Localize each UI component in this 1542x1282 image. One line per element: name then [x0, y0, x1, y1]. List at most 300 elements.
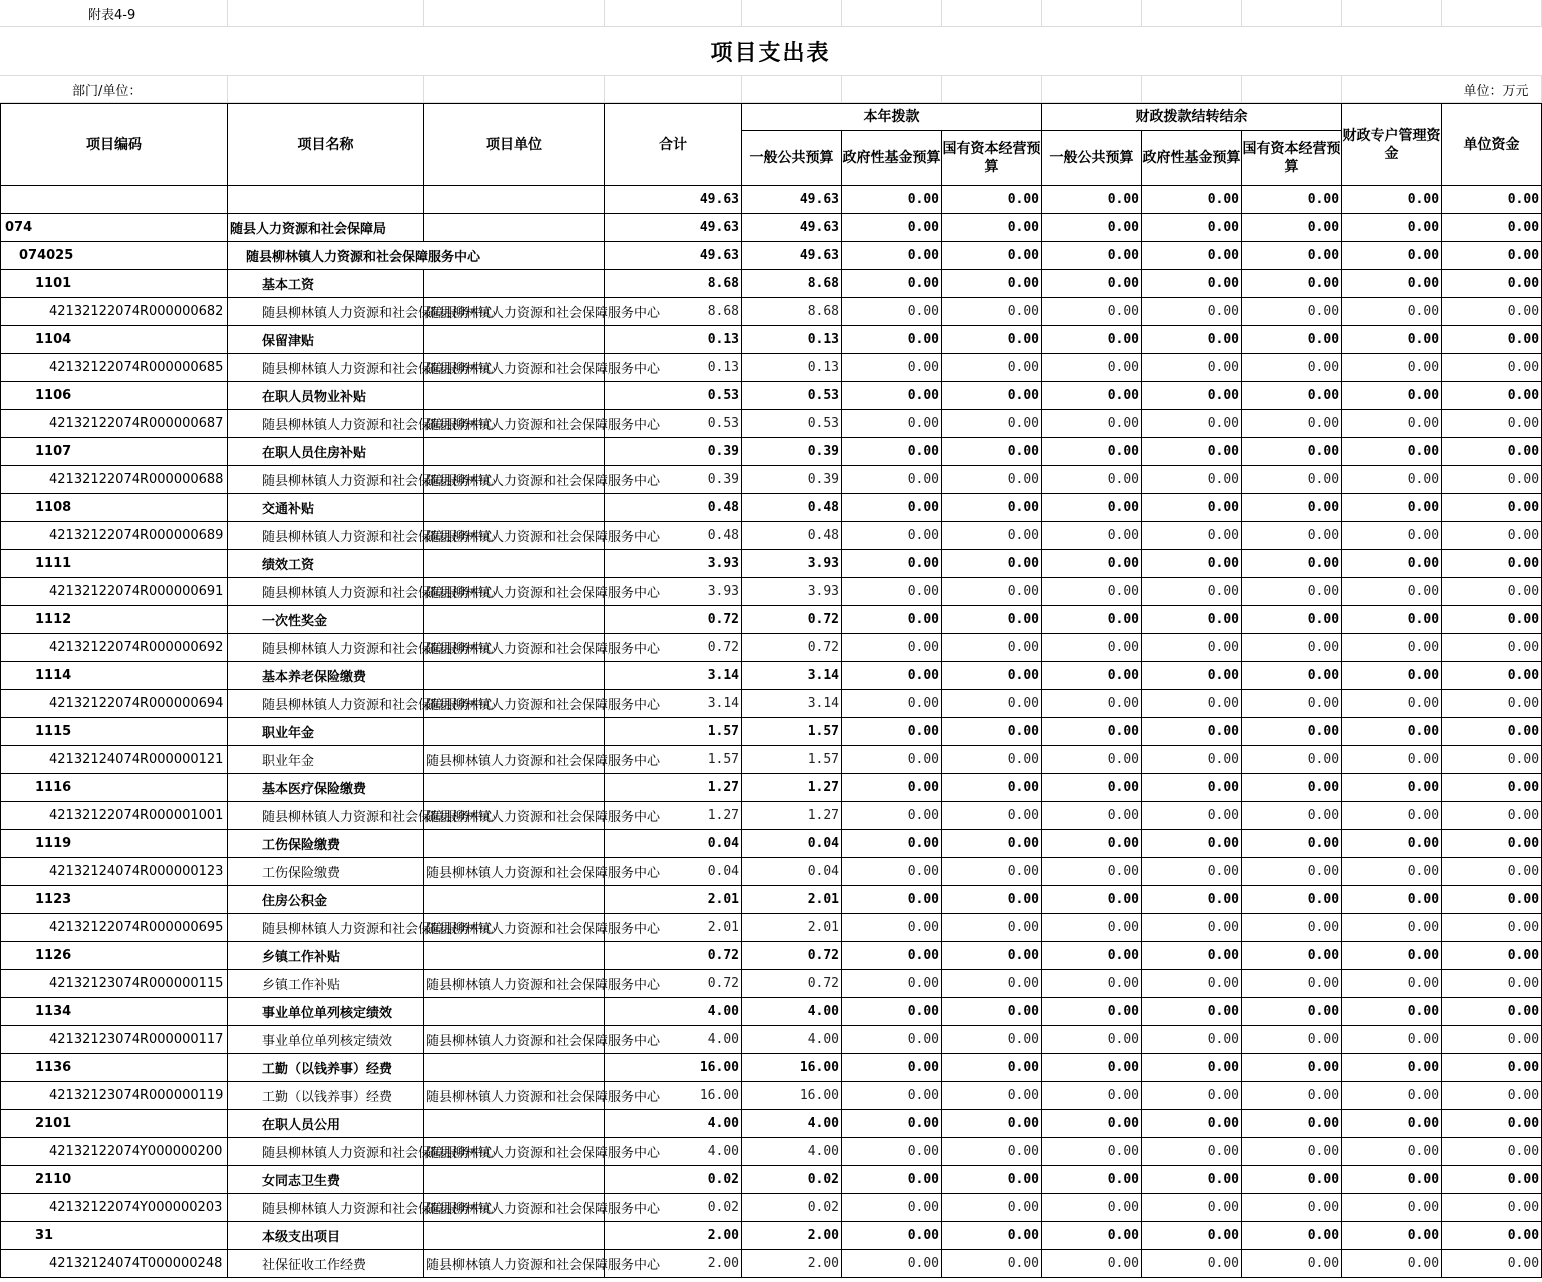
- cell-amount: 0.00: [1242, 382, 1342, 410]
- page-title: 项目支出表: [0, 27, 1541, 76]
- cell-amount: 3.93: [605, 578, 742, 606]
- cell-amount: 0.00: [1142, 1026, 1242, 1054]
- cell-amount: 0.00: [842, 998, 942, 1026]
- cell-amount: 0.13: [742, 354, 842, 382]
- cell-amount: 0.00: [1042, 774, 1142, 802]
- cell-amount: 0.72: [742, 634, 842, 662]
- cell-amount: 3.93: [742, 550, 842, 578]
- cell-amount: 0.00: [1042, 1054, 1142, 1082]
- cell-amount: 4.00: [742, 1110, 842, 1138]
- cell-amount: 0.00: [1042, 242, 1142, 270]
- cell-amount: 0.00: [1442, 578, 1542, 606]
- cell-amount: 1.27: [742, 774, 842, 802]
- cell-unit: 随县柳林镇人力资源和社会保障服务中心: [424, 914, 605, 942]
- cell-amount: 0.00: [1442, 1250, 1542, 1278]
- cell-name: 乡镇工作补贴: [228, 942, 424, 970]
- cell-amount: 0.00: [942, 1110, 1042, 1138]
- cell-amount: 0.00: [1042, 1026, 1142, 1054]
- cell-amount: 0.00: [842, 886, 942, 914]
- cell-amount: 0.00: [1042, 802, 1142, 830]
- cell-code: 42132124074R000000123: [1, 858, 228, 886]
- cell-amount: 0.00: [1342, 830, 1442, 858]
- table-row: [1, 466, 1542, 494]
- cell-amount: 0.00: [1042, 550, 1142, 578]
- cell-amount: 0.00: [942, 522, 1042, 550]
- cell-amount: 0.00: [1042, 1110, 1142, 1138]
- cell-amount: 0.53: [605, 410, 742, 438]
- table-row: [1, 410, 1542, 438]
- cell-amount: 0.00: [1142, 522, 1242, 550]
- cell-amount: 0.48: [605, 494, 742, 522]
- cell-amount: 0.00: [1242, 550, 1342, 578]
- cell-code: 1106: [1, 382, 228, 410]
- cell-amount: 0.00: [1242, 1082, 1342, 1110]
- cell-amount: 0.00: [842, 690, 942, 718]
- cell-code: 1114: [1, 662, 228, 690]
- cell-amount: 0.00: [1442, 1082, 1542, 1110]
- cell-amount: 0.00: [942, 802, 1042, 830]
- cell-amount: 16.00: [742, 1054, 842, 1082]
- cell-amount: 0.48: [742, 522, 842, 550]
- cell-name: 社保征收工作经费: [228, 1250, 424, 1278]
- cell-amount: 4.00: [605, 998, 742, 1026]
- header-special-fund: 财政专户管理资金: [1342, 104, 1442, 186]
- cell-amount: 0.00: [1142, 1166, 1242, 1194]
- cell-name: 乡镇工作补贴: [228, 970, 424, 998]
- table-body: [1, 186, 1542, 1278]
- cell-amount: 0.00: [842, 1138, 942, 1166]
- cell-amount: 0.00: [1242, 942, 1342, 970]
- cell-name: 工勤（以钱养事）经费: [228, 1054, 424, 1082]
- table-row: [1, 858, 1542, 886]
- cell-amount: 0.00: [842, 1166, 942, 1194]
- cell-amount: 0.00: [1342, 1082, 1442, 1110]
- cell-amount: 0.00: [1342, 774, 1442, 802]
- cell-amount: 0.00: [1042, 886, 1142, 914]
- cell-amount: 0.00: [1142, 998, 1242, 1026]
- cell-amount: 0.00: [1242, 886, 1342, 914]
- cell-amount: 0.00: [1442, 1194, 1542, 1222]
- cell-amount: 0.00: [1142, 1082, 1242, 1110]
- cell-unit: 随县柳林镇人力资源和社会保障服务中心: [424, 354, 605, 382]
- cell-unit: [424, 382, 605, 410]
- cell-amount: 0.00: [1442, 382, 1542, 410]
- cell-amount: 0.00: [1042, 466, 1142, 494]
- table-row: [1, 326, 1542, 354]
- cell-code: 074: [1, 214, 228, 242]
- cell-amount: 0.00: [842, 354, 942, 382]
- cell-code: 42132122074R000000695: [1, 914, 228, 942]
- cell-amount: 0.72: [742, 942, 842, 970]
- cell-amount: 0.00: [842, 326, 942, 354]
- cell-amount: 0.00: [842, 1110, 942, 1138]
- cell-amount: 8.68: [605, 270, 742, 298]
- cell-amount: 0.00: [942, 970, 1042, 998]
- cell-amount: 2.01: [742, 914, 842, 942]
- cell-unit: 随县柳林镇人力资源和社会保障服务中心: [424, 522, 605, 550]
- cell-amount: 0.00: [1342, 438, 1442, 466]
- cell-amount: 2.01: [742, 886, 842, 914]
- cell-amount: 0.00: [1442, 662, 1542, 690]
- sheet-top: [0, 0, 1542, 103]
- cell-amount: 0.00: [942, 690, 1042, 718]
- cell-amount: 0.00: [842, 438, 942, 466]
- cell-name: 保留津贴: [228, 326, 424, 354]
- cell-amount: 0.00: [842, 186, 942, 214]
- cell-amount: 49.63: [605, 214, 742, 242]
- cell-amount: 0.00: [1042, 382, 1142, 410]
- cell-amount: 0.00: [1342, 746, 1442, 774]
- cell-amount: 0.00: [1042, 746, 1142, 774]
- cell-amount: 0.00: [1142, 858, 1242, 886]
- table-row: [1, 690, 1542, 718]
- cell-code: 42132122074R000000682: [1, 298, 228, 326]
- cell-amount: 0.00: [942, 1082, 1042, 1110]
- cell-unit: 随县柳林镇人力资源和社会保障服务中心: [424, 1250, 605, 1278]
- cell-name: 随县柳林镇人力资源和社会保障服务中心: [228, 578, 424, 606]
- cell-name: 女同志卫生费: [228, 1166, 424, 1194]
- cell-amount: 0.00: [1242, 746, 1342, 774]
- table-row: [1, 1194, 1542, 1222]
- cell-code: 1123: [1, 886, 228, 914]
- cell-amount: 0.00: [942, 746, 1042, 774]
- cell-amount: 0.00: [1042, 634, 1142, 662]
- cell-amount: 16.00: [605, 1082, 742, 1110]
- cell-amount: 0.00: [1142, 550, 1242, 578]
- cell-name: 事业单位单列核定绩效: [228, 998, 424, 1026]
- table-row: [1, 186, 1542, 214]
- cell-amount: 3.14: [605, 662, 742, 690]
- cell-name: 本级支出项目: [228, 1222, 424, 1250]
- cell-amount: 0.00: [1342, 298, 1442, 326]
- table-row: [1, 1054, 1542, 1082]
- cell-unit: [424, 270, 605, 298]
- cell-amount: 0.00: [1342, 1166, 1442, 1194]
- table-row: [1, 1166, 1542, 1194]
- cell-amount: 0.00: [1242, 186, 1342, 214]
- cell-amount: 0.00: [1042, 186, 1142, 214]
- cell-amount: 0.13: [605, 326, 742, 354]
- cell-amount: 0.00: [942, 830, 1042, 858]
- cell-unit: 随县柳林镇人力资源和社会保障服务中心: [424, 1026, 605, 1054]
- cell-amount: 0.00: [942, 270, 1042, 298]
- cell-amount: 0.00: [1042, 438, 1142, 466]
- cell-name: 事业单位单列核定绩效: [228, 1026, 424, 1054]
- cell-name: 随县柳林镇人力资源和社会保障服务中心: [228, 1138, 424, 1166]
- cell-code: 1108: [1, 494, 228, 522]
- cell-amount: 0.00: [1142, 1250, 1242, 1278]
- cell-amount: 0.00: [842, 578, 942, 606]
- table-row: [1, 1222, 1542, 1250]
- cell-amount: 0.00: [942, 1194, 1042, 1222]
- cell-amount: 0.00: [1342, 550, 1442, 578]
- header-general-budget: 一般公共预算: [742, 131, 842, 186]
- cell-amount: 0.48: [742, 494, 842, 522]
- cell-amount: 0.00: [842, 746, 942, 774]
- cell-amount: 0.00: [842, 1194, 942, 1222]
- cell-amount: 0.00: [1442, 970, 1542, 998]
- cell-name: 基本医疗保险缴费: [228, 774, 424, 802]
- header-state-capital: 国有资本经营预算: [942, 131, 1042, 186]
- cell-amount: 0.00: [1142, 634, 1242, 662]
- cell-amount: 0.00: [1442, 270, 1542, 298]
- cell-amount: 0.00: [1042, 942, 1142, 970]
- cell-amount: 0.00: [942, 634, 1042, 662]
- cell-amount: 3.93: [742, 578, 842, 606]
- cell-amount: 0.00: [842, 718, 942, 746]
- cell-amount: 0.39: [742, 466, 842, 494]
- cell-amount: 0.04: [605, 858, 742, 886]
- cell-unit: 随县柳林镇人力资源和社会保障服务中心: [424, 858, 605, 886]
- cell-amount: 0.00: [1242, 298, 1342, 326]
- cell-name: 住房公积金: [228, 886, 424, 914]
- table-row: [1, 662, 1542, 690]
- table-row: [1, 970, 1542, 998]
- cell-amount: 0.00: [942, 662, 1042, 690]
- cell-unit: 随县柳林镇人力资源和社会保障服务中心: [424, 410, 605, 438]
- cell-unit: [424, 830, 605, 858]
- cell-amount: 0.00: [1442, 494, 1542, 522]
- cell-amount: 0.00: [842, 1082, 942, 1110]
- cell-amount: 1.57: [605, 718, 742, 746]
- cell-amount: 0.53: [742, 382, 842, 410]
- cell-amount: 0.72: [605, 634, 742, 662]
- cell-amount: 0.00: [842, 410, 942, 438]
- cell-amount: 0.00: [1342, 802, 1442, 830]
- cell-unit: [424, 1110, 605, 1138]
- cell-amount: 0.00: [1342, 662, 1442, 690]
- cell-amount: 2.00: [742, 1250, 842, 1278]
- cell-amount: 0.00: [1242, 438, 1342, 466]
- cell-amount: 0.04: [742, 830, 842, 858]
- cell-amount: 0.00: [1042, 354, 1142, 382]
- table-row: [1, 270, 1542, 298]
- cell-amount: 0.00: [1142, 718, 1242, 746]
- cell-name: [228, 186, 424, 214]
- cell-amount: 0.00: [1042, 298, 1142, 326]
- cell-amount: 0.00: [942, 186, 1042, 214]
- cell-amount: 0.00: [942, 1166, 1042, 1194]
- table-row: [1, 550, 1542, 578]
- cell-amount: 0.00: [1442, 1138, 1542, 1166]
- cell-amount: 0.00: [1442, 718, 1542, 746]
- cell-amount: 0.00: [942, 466, 1042, 494]
- cell-name: 随县柳林镇人力资源和社会保障服务中心: [228, 242, 605, 270]
- cell-unit: [424, 606, 605, 634]
- cell-amount: 0.00: [1142, 662, 1242, 690]
- cell-amount: 0.04: [742, 858, 842, 886]
- cell-amount: 0.00: [1342, 606, 1442, 634]
- cell-amount: 0.00: [1042, 690, 1142, 718]
- cell-amount: 0.00: [942, 578, 1042, 606]
- cell-amount: 0.00: [1442, 858, 1542, 886]
- cell-amount: 0.00: [1142, 410, 1242, 438]
- cell-unit: 随县柳林镇人力资源和社会保障服务中心: [424, 466, 605, 494]
- table-row: [1, 774, 1542, 802]
- table-row: [1, 578, 1542, 606]
- cell-amount: 0.00: [942, 606, 1042, 634]
- cell-amount: 0.00: [1242, 998, 1342, 1026]
- cell-amount: 0.00: [1142, 242, 1242, 270]
- cell-amount: 4.00: [605, 1138, 742, 1166]
- cell-amount: 0.00: [942, 1250, 1042, 1278]
- cell-amount: 0.00: [1242, 690, 1342, 718]
- cell-code: 42132122074R000000688: [1, 466, 228, 494]
- cell-amount: 0.39: [742, 438, 842, 466]
- cell-amount: 2.00: [605, 1222, 742, 1250]
- table-row: [1, 214, 1542, 242]
- cell-amount: 0.00: [1442, 522, 1542, 550]
- header-group-current: 本年拨款: [742, 104, 1042, 131]
- cell-amount: 0.00: [1442, 746, 1542, 774]
- cell-amount: 0.00: [1042, 1138, 1142, 1166]
- table-row: [1, 382, 1542, 410]
- table-row: [1, 1082, 1542, 1110]
- table-row: [1, 1026, 1542, 1054]
- cell-code: 1136: [1, 1054, 228, 1082]
- cell-amount: 0.00: [942, 886, 1042, 914]
- cell-amount: 0.00: [842, 942, 942, 970]
- cell-name: 职业年金: [228, 718, 424, 746]
- cell-amount: 0.00: [942, 214, 1042, 242]
- cell-code: 42132124074T000000248: [1, 1250, 228, 1278]
- cell-amount: 4.00: [742, 1026, 842, 1054]
- cell-amount: 0.00: [1442, 830, 1542, 858]
- cell-amount: 0.00: [842, 802, 942, 830]
- cell-unit: [424, 662, 605, 690]
- cell-amount: 0.53: [742, 410, 842, 438]
- cell-amount: 2.00: [605, 1250, 742, 1278]
- cell-amount: 1.57: [742, 746, 842, 774]
- cell-amount: 0.00: [1142, 1110, 1242, 1138]
- cell-amount: 0.00: [842, 382, 942, 410]
- cell-amount: 3.14: [742, 662, 842, 690]
- cell-amount: 2.01: [605, 914, 742, 942]
- cell-amount: 0.00: [942, 242, 1042, 270]
- cell-amount: 0.00: [1242, 214, 1342, 242]
- cell-amount: 0.00: [1242, 1222, 1342, 1250]
- cell-amount: 0.00: [842, 1222, 942, 1250]
- cell-amount: 0.00: [1442, 410, 1542, 438]
- cell-unit: [424, 1054, 605, 1082]
- cell-amount: 0.00: [1042, 578, 1142, 606]
- cell-amount: 1.57: [742, 718, 842, 746]
- cell-amount: 0.00: [1242, 354, 1342, 382]
- table-row: [1, 242, 1542, 270]
- cell-amount: 0.00: [842, 970, 942, 998]
- cell-amount: 0.00: [942, 998, 1042, 1026]
- cell-amount: 3.14: [742, 690, 842, 718]
- cell-amount: 0.00: [1142, 438, 1242, 466]
- cell-amount: 0.02: [605, 1194, 742, 1222]
- cell-code: 42132122074R000000689: [1, 522, 228, 550]
- cell-amount: 0.00: [1442, 886, 1542, 914]
- cell-amount: 0.00: [842, 914, 942, 942]
- cell-code: 1116: [1, 774, 228, 802]
- table-row: [1, 914, 1542, 942]
- cell-code: [1, 186, 228, 214]
- cell-amount: 8.68: [742, 298, 842, 326]
- header-code: 项目编码: [1, 104, 228, 186]
- cell-amount: 0.72: [605, 606, 742, 634]
- cell-amount: 0.00: [1342, 270, 1442, 298]
- cell-amount: 0.00: [1242, 718, 1342, 746]
- cell-amount: 2.01: [605, 886, 742, 914]
- cell-unit: [424, 942, 605, 970]
- cell-amount: 49.63: [605, 242, 742, 270]
- cell-amount: 0.00: [1242, 606, 1342, 634]
- cell-unit: [424, 1166, 605, 1194]
- cell-amount: 0.00: [1142, 494, 1242, 522]
- cell-name: 一次性奖金: [228, 606, 424, 634]
- cell-amount: 0.00: [1242, 914, 1342, 942]
- cell-amount: 49.63: [742, 242, 842, 270]
- cell-code: 074025: [1, 242, 228, 270]
- cell-amount: 0.02: [742, 1166, 842, 1194]
- header-carry-state-capital: 国有资本经营预算: [1242, 131, 1342, 186]
- cell-amount: 0.00: [1142, 326, 1242, 354]
- cell-amount: 16.00: [605, 1054, 742, 1082]
- cell-unit: [424, 1222, 605, 1250]
- cell-amount: 0.00: [942, 1054, 1042, 1082]
- cell-amount: 0.00: [1342, 242, 1442, 270]
- cell-amount: 0.00: [1142, 382, 1242, 410]
- cell-amount: 0.00: [1042, 998, 1142, 1026]
- cell-unit: 随县柳林镇人力资源和社会保障服务中心: [424, 634, 605, 662]
- cell-code: 42132122074R000000687: [1, 410, 228, 438]
- cell-amount: 0.00: [1242, 242, 1342, 270]
- cell-amount: 4.00: [742, 998, 842, 1026]
- cell-code: 42132122074Y000000200: [1, 1138, 228, 1166]
- cell-amount: 0.00: [1342, 466, 1442, 494]
- cell-amount: 0.00: [1442, 438, 1542, 466]
- table-row: [1, 830, 1542, 858]
- cell-amount: 0.00: [1442, 942, 1542, 970]
- cell-amount: 0.00: [1442, 1054, 1542, 1082]
- cell-amount: 0.00: [942, 718, 1042, 746]
- cell-amount: 0.00: [842, 522, 942, 550]
- cell-amount: 0.00: [1042, 662, 1142, 690]
- cell-amount: 0.00: [1442, 606, 1542, 634]
- cell-amount: 0.00: [1242, 466, 1342, 494]
- cell-amount: 0.00: [942, 914, 1042, 942]
- cell-amount: 0.00: [842, 214, 942, 242]
- cell-unit: [424, 214, 605, 242]
- dept-label: 部门/单位：: [0, 76, 227, 103]
- cell-amount: 2.00: [742, 1222, 842, 1250]
- cell-amount: 0.00: [1342, 690, 1442, 718]
- cell-amount: 0.00: [1042, 1082, 1142, 1110]
- cell-amount: 0.00: [1142, 970, 1242, 998]
- cell-unit: [424, 550, 605, 578]
- cell-amount: 1.57: [605, 746, 742, 774]
- cell-unit: 随县柳林镇人力资源和社会保障服务中心: [424, 578, 605, 606]
- cell-name: 交通补贴: [228, 494, 424, 522]
- cell-amount: 0.00: [1042, 1194, 1142, 1222]
- cell-unit: [424, 886, 605, 914]
- cell-code: 42132122074Y000000203: [1, 1194, 228, 1222]
- cell-amount: 0.00: [1442, 914, 1542, 942]
- cell-amount: 0.00: [1242, 802, 1342, 830]
- header-group-carryover: 财政拨款结转结余: [1042, 104, 1342, 131]
- cell-amount: 0.02: [742, 1194, 842, 1222]
- cell-name: 在职人员公用: [228, 1110, 424, 1138]
- cell-amount: 0.00: [1342, 494, 1442, 522]
- cell-amount: 0.00: [1342, 214, 1442, 242]
- cell-amount: 0.00: [1142, 690, 1242, 718]
- cell-unit: 随县柳林镇人力资源和社会保障服务中心: [424, 1082, 605, 1110]
- cell-amount: 0.00: [842, 858, 942, 886]
